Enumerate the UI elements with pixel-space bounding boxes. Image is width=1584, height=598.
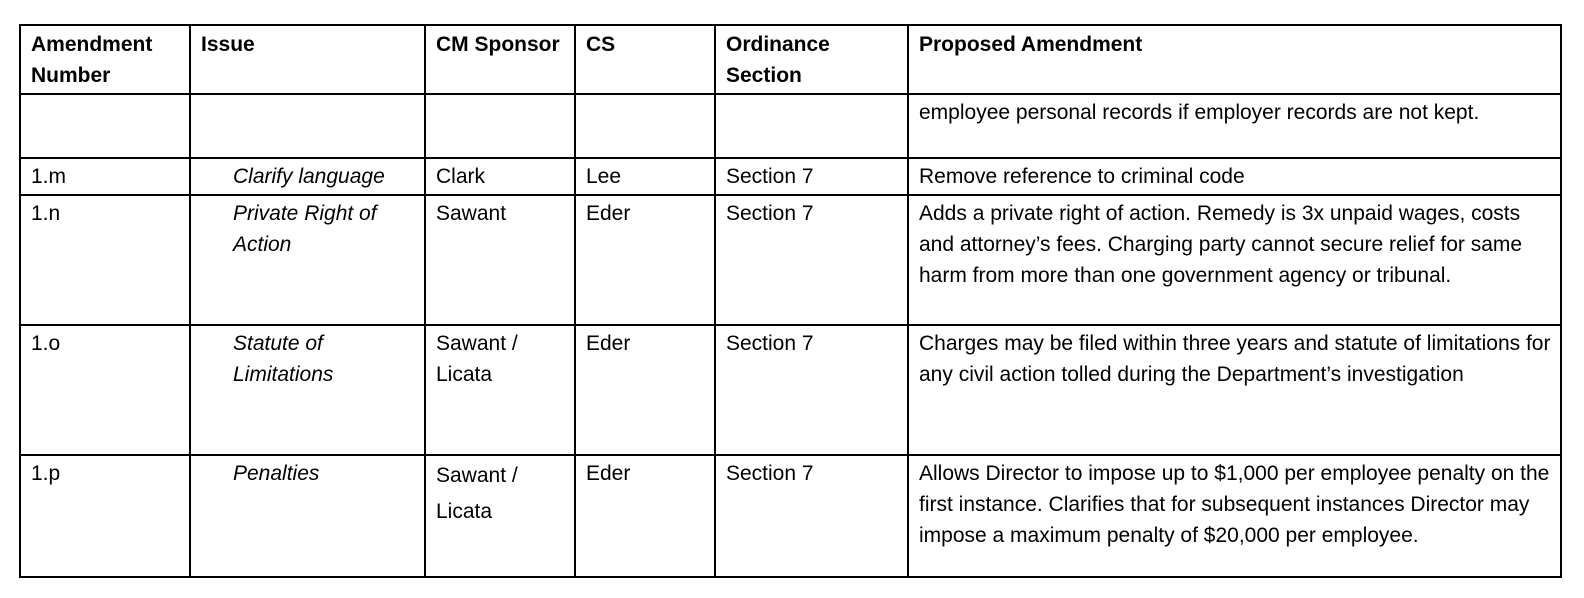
cell-issue bbox=[190, 94, 425, 158]
cell-ordinance-section: Section 7 bbox=[715, 455, 908, 577]
cell-proposed-amendment: Allows Director to impose up to $1,000 per employee penalty on the first instance. Clarifies that for subsequent instances Director may impose a maximum penalty of $20,000 per employee. bbox=[908, 455, 1561, 577]
table-row bbox=[20, 455, 1561, 577]
cell-cm-sponsor: Clark bbox=[425, 158, 575, 195]
header-ordinance-section: Ordinance Section bbox=[715, 25, 908, 94]
cell-proposed-amendment: employee personal records if employer records are not kept. bbox=[908, 94, 1561, 158]
cell-proposed-amendment: Remove reference to criminal code bbox=[908, 158, 1561, 195]
cell-amendment-number: 1.o bbox=[20, 325, 190, 455]
cell-cm-sponsor: Sawant bbox=[425, 195, 575, 325]
cell-issue: Clarify language bbox=[190, 158, 425, 195]
table-header-row bbox=[20, 25, 1561, 94]
cell-amendment-number: 1.p bbox=[20, 455, 190, 577]
cell-cs: Eder bbox=[575, 195, 715, 325]
cell-cm-sponsor bbox=[425, 94, 575, 158]
cell-cm-sponsor: Sawant / Licata bbox=[425, 325, 575, 455]
cell-issue: Private Right of Action bbox=[190, 195, 425, 325]
cell-proposed-amendment: Adds a private right of action. Remedy is 3x unpaid wages, costs and attorney’s fees. Charging party cannot secure relief for same harm from more than one government agency or tribunal. bbox=[908, 195, 1561, 325]
header-cm-sponsor: CM Sponsor bbox=[425, 25, 575, 94]
header-issue: Issue bbox=[190, 25, 425, 94]
cell-cs: Eder bbox=[575, 455, 715, 577]
header-amendment-number: Amendment Number bbox=[20, 25, 190, 94]
header-proposed-amendment: Proposed Amendment bbox=[908, 25, 1561, 94]
cell-cs: Lee bbox=[575, 158, 715, 195]
cell-issue: Penalties bbox=[190, 455, 425, 577]
table-row bbox=[20, 195, 1561, 325]
cell-cm-sponsor: Sawant / Licata bbox=[425, 455, 575, 577]
cell-ordinance-section: Section 7 bbox=[715, 158, 908, 195]
cell-cs bbox=[575, 94, 715, 158]
cell-proposed-amendment: Charges may be filed within three years and statute of limitations for any civil action tolled during the Department’s investigation bbox=[908, 325, 1561, 455]
cell-ordinance-section: Section 7 bbox=[715, 195, 908, 325]
table-row bbox=[20, 158, 1561, 195]
header-cs: CS bbox=[575, 25, 715, 94]
cell-ordinance-section bbox=[715, 94, 908, 158]
cell-ordinance-section: Section 7 bbox=[715, 325, 908, 455]
cell-amendment-number: 1.n bbox=[20, 195, 190, 325]
cell-issue: Statute of Limitations bbox=[190, 325, 425, 455]
cell-amendment-number bbox=[20, 94, 190, 158]
cell-cs: Eder bbox=[575, 325, 715, 455]
table-row bbox=[20, 94, 1561, 158]
amendments-table bbox=[19, 24, 1562, 578]
table-row bbox=[20, 325, 1561, 455]
cell-amendment-number: 1.m bbox=[20, 158, 190, 195]
